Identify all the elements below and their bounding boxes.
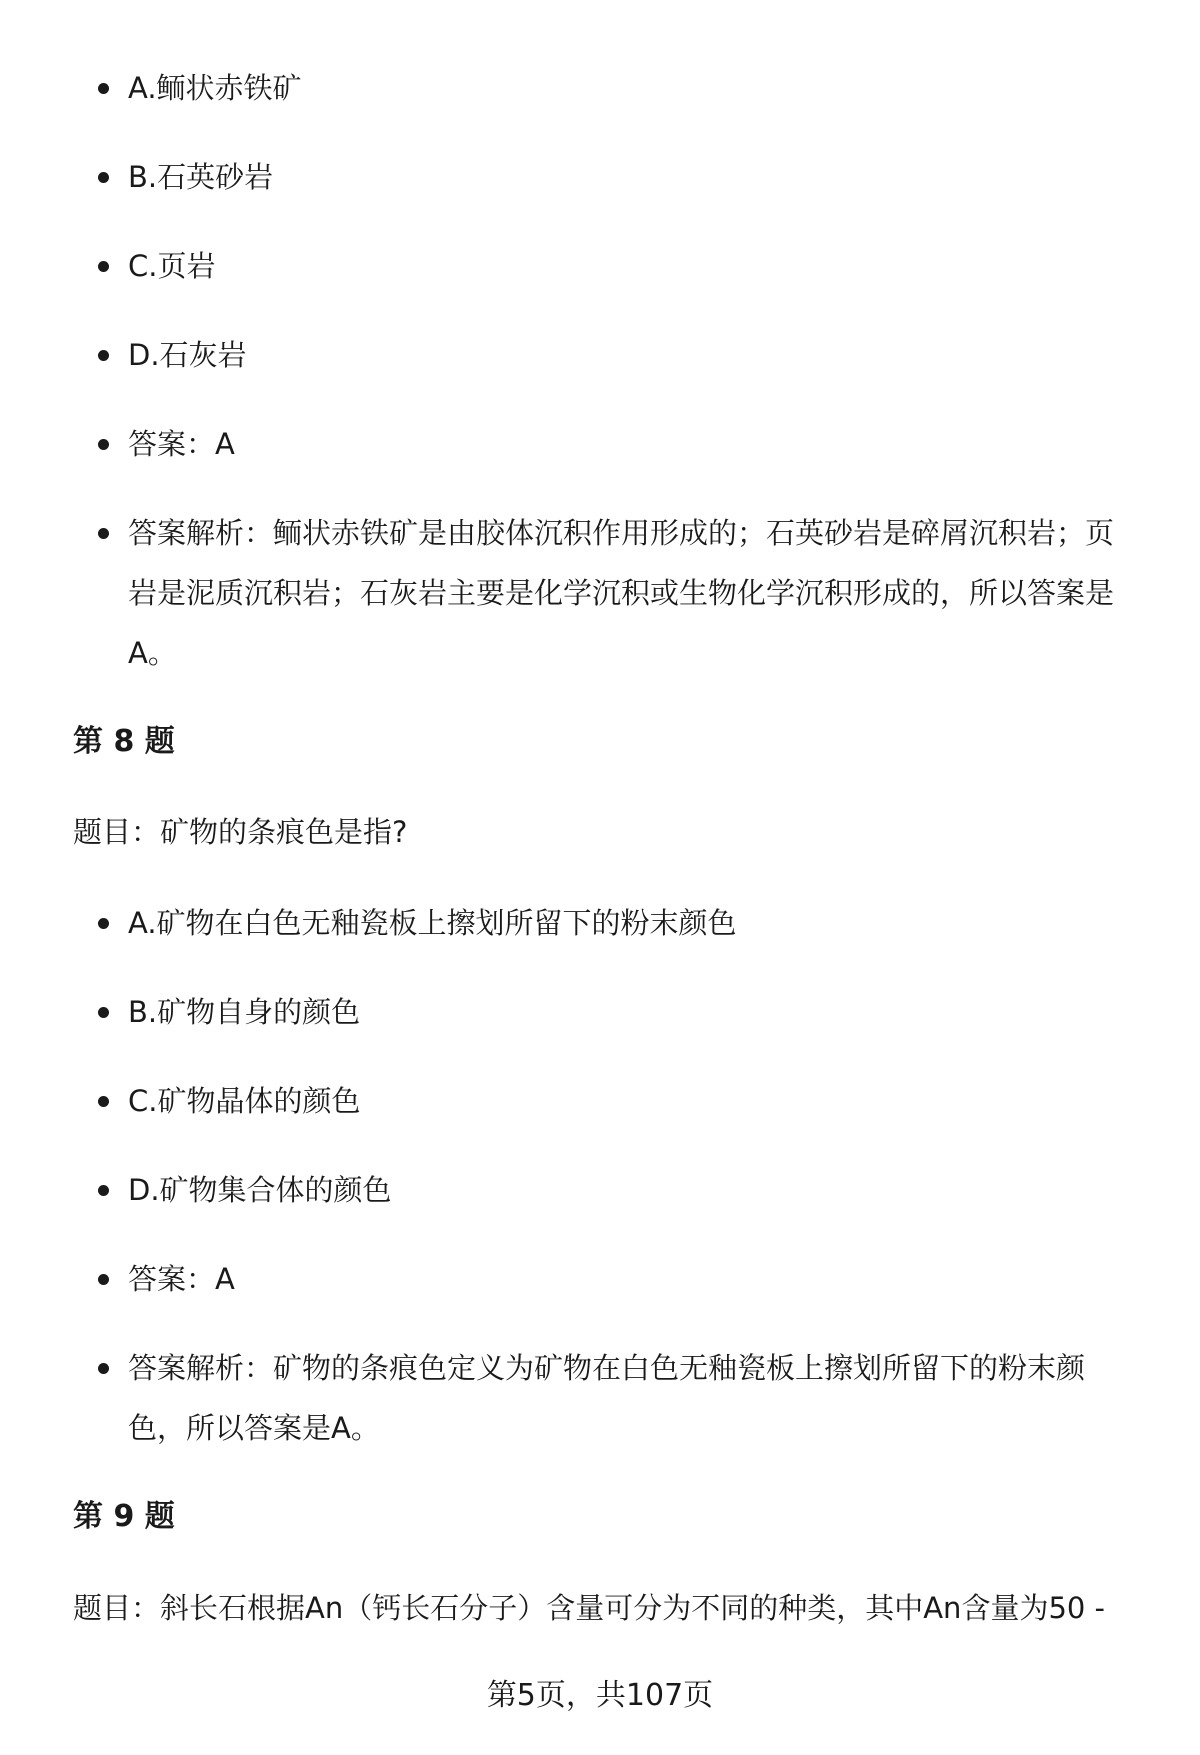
q8-heading: 第 8 题	[73, 724, 175, 759]
q7-option-b: B.石英砂岩	[0, 147, 1200, 207]
q8-option-list	[0, 893, 1200, 1458]
q8-option-b: B.矿物自身的颜色	[0, 982, 1200, 1042]
q7-option-d: D.石灰岩	[0, 325, 1200, 385]
q7-option-a: A.鲕状赤铁矿	[0, 58, 1200, 118]
q7-answer: 答案：A	[0, 414, 1200, 474]
q8-analysis: 答案解析：矿物的条痕色定义为矿物在白色无釉瓷板上擦划所留下的粉末颜色，所以答案是A。	[0, 1338, 1200, 1458]
page-indicator: 第5页，共107页	[486, 1678, 714, 1713]
q8-option-c: C.矿物晶体的颜色	[0, 1071, 1200, 1131]
q8-option-d: D.矿物集合体的颜色	[0, 1160, 1200, 1220]
q7-option-list	[0, 58, 1200, 683]
q7-analysis: 答案解析：鲕状赤铁矿是由胶体沉积作用形成的；石英砂岩是碎屑沉积岩；页岩是泥质沉积岩；石灰岩主要是化学沉积或生物化学沉积形成的，所以答案是A。	[0, 503, 1200, 683]
q8-question: 题目：矿物的条痕色是指?	[73, 815, 408, 849]
q7-option-c: C.页岩	[0, 236, 1200, 296]
q9-heading: 第 9 题	[73, 1499, 175, 1534]
q9-question: 题目：斜长石根据An（钙长石分子）含量可分为不同的种类，其中An含量为50 -	[73, 1591, 1106, 1625]
q8-option-a: A.矿物在白色无釉瓷板上擦划所留下的粉末颜色	[0, 893, 1200, 953]
q8-answer: 答案：A	[0, 1249, 1200, 1309]
